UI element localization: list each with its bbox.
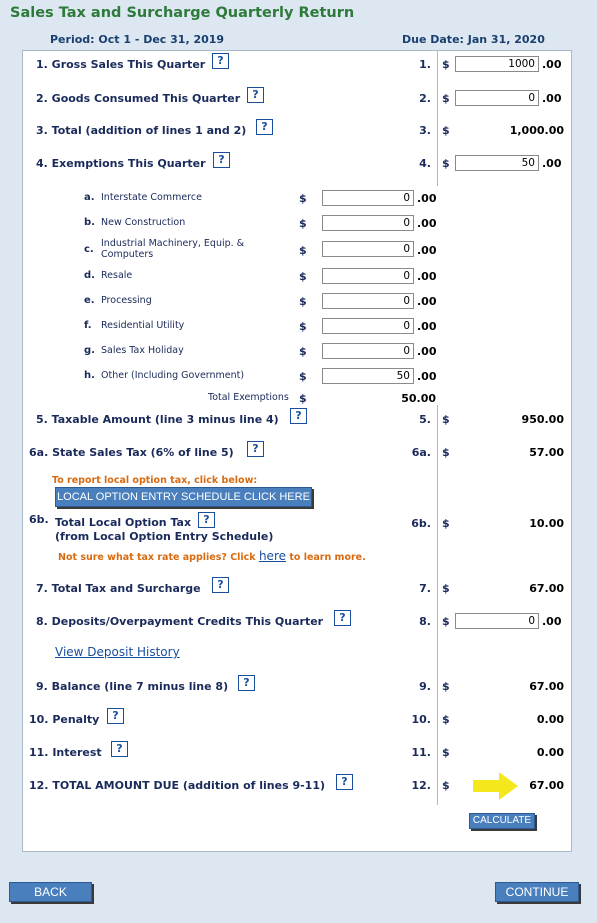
line-3-number: 3. bbox=[419, 124, 431, 137]
line-1-label: 1. Gross Sales This Quarter bbox=[36, 58, 206, 71]
help-icon[interactable]: ? bbox=[111, 741, 128, 757]
line-10-label: 10. Penalty bbox=[29, 713, 100, 726]
exemption-label: Residential Utility bbox=[101, 320, 185, 331]
new-construction-input[interactable] bbox=[322, 215, 414, 231]
exemption-label-continued: Computers bbox=[101, 249, 154, 260]
total-exemptions-value: 50.00 bbox=[401, 392, 436, 405]
dollar-sign: $ bbox=[442, 582, 450, 595]
dollar-sign: $ bbox=[299, 345, 307, 358]
dollar-sign: $ bbox=[442, 92, 450, 105]
dollar-sign: $ bbox=[442, 779, 450, 792]
cents-label: .00 bbox=[417, 192, 437, 205]
cents-label: .00 bbox=[417, 244, 437, 257]
dollar-sign: $ bbox=[299, 270, 307, 283]
help-icon[interactable]: ? bbox=[247, 87, 264, 103]
exemption-letter: a. bbox=[84, 192, 95, 203]
period-label: Period: Oct 1 - Dec 31, 2019 bbox=[50, 33, 225, 46]
help-icon[interactable]: ? bbox=[247, 441, 264, 457]
line-6a-label: 6a. State Sales Tax (6% of line 5) bbox=[29, 446, 234, 459]
dollar-sign: $ bbox=[299, 392, 307, 405]
line-9-label: 9. Balance (line 7 minus line 8) bbox=[36, 680, 229, 693]
line-5-label: 5. Taxable Amount (line 3 minus line 4) bbox=[36, 413, 279, 426]
exemption-letter: d. bbox=[84, 270, 95, 281]
sales-tax-holiday-input[interactable] bbox=[322, 343, 414, 359]
line-6b-value: 10.00 bbox=[529, 517, 564, 530]
line-7-label: 7. Total Tax and Surcharge bbox=[36, 582, 201, 595]
gross-sales-input[interactable] bbox=[455, 56, 539, 72]
exemption-label: Processing bbox=[101, 295, 152, 306]
local-option-note: To report local option tax, click below: bbox=[52, 475, 258, 486]
line-6a-number: 6a. bbox=[411, 446, 431, 459]
line-6a-value: 57.00 bbox=[529, 446, 564, 459]
calculate-button[interactable]: CALCULATE bbox=[469, 813, 535, 829]
help-icon[interactable]: ? bbox=[238, 675, 255, 691]
help-icon[interactable]: ? bbox=[290, 408, 307, 424]
cents-label: .00 bbox=[542, 92, 562, 105]
line-2-number: 2. bbox=[419, 92, 431, 105]
cents-label: .00 bbox=[417, 370, 437, 383]
line-2-label: 2. Goods Consumed This Quarter bbox=[36, 92, 241, 105]
line-8-label: 8. Deposits/Overpayment Credits This Quarter bbox=[36, 615, 324, 628]
line-11-value: 0.00 bbox=[536, 746, 564, 759]
dollar-sign: $ bbox=[442, 517, 450, 530]
cents-label: .00 bbox=[417, 270, 437, 283]
back-button[interactable]: BACK bbox=[9, 882, 92, 902]
column-divider bbox=[437, 50, 438, 186]
help-icon[interactable]: ? bbox=[334, 610, 351, 626]
cents-label: .00 bbox=[417, 320, 437, 333]
line-6b-prefix: 6b. bbox=[29, 513, 49, 526]
tax-rate-link[interactable]: here bbox=[258, 549, 286, 563]
line-11-number: 11. bbox=[411, 746, 431, 759]
help-icon[interactable]: ? bbox=[336, 774, 353, 790]
line-8-number: 8. bbox=[419, 615, 431, 628]
exemption-label: Sales Tax Holiday bbox=[101, 345, 184, 356]
exemption-letter: c. bbox=[84, 244, 94, 255]
exemption-letter: h. bbox=[84, 370, 95, 381]
view-deposit-history-link[interactable]: View Deposit History bbox=[55, 645, 180, 659]
exemption-letter: b. bbox=[84, 217, 95, 228]
line-9-number: 9. bbox=[419, 680, 431, 693]
line-12-value: 67.00 bbox=[529, 779, 564, 792]
total-exemptions-label: Total Exemptions bbox=[208, 392, 289, 403]
line-9-value: 67.00 bbox=[529, 680, 564, 693]
help-icon[interactable]: ? bbox=[198, 512, 215, 528]
continue-button[interactable]: CONTINUE bbox=[495, 882, 579, 902]
dollar-sign: $ bbox=[299, 370, 307, 383]
cents-label: .00 bbox=[417, 345, 437, 358]
dollar-sign: $ bbox=[442, 713, 450, 726]
exemption-label: New Construction bbox=[101, 217, 186, 228]
cents-label: .00 bbox=[542, 615, 562, 628]
dollar-sign: $ bbox=[299, 244, 307, 257]
cents-label: .00 bbox=[417, 295, 437, 308]
line-3-label: 3. Total (addition of lines 1 and 2) bbox=[36, 124, 247, 137]
page-title: Sales Tax and Surcharge Quarterly Return bbox=[10, 5, 355, 21]
line-4-number: 4. bbox=[419, 157, 431, 170]
dollar-sign: $ bbox=[442, 413, 450, 426]
dollar-sign: $ bbox=[442, 446, 450, 459]
exemption-letter: e. bbox=[84, 295, 95, 306]
other-government-input[interactable] bbox=[322, 368, 414, 384]
due-date-label: Due Date: Jan 31, 2020 bbox=[402, 33, 545, 46]
exemptions-total-input[interactable] bbox=[455, 155, 539, 171]
exemption-label: Industrial Machinery, Equip. & bbox=[101, 238, 245, 249]
dollar-sign: $ bbox=[442, 746, 450, 759]
line-6b-label: Total Local Option Tax bbox=[55, 516, 192, 529]
line-12-label: 12. TOTAL AMOUNT DUE (addition of lines 9-11) bbox=[29, 779, 326, 792]
line-5-number: 5. bbox=[419, 413, 431, 426]
cents-label: .00 bbox=[417, 217, 437, 230]
resale-input[interactable] bbox=[322, 268, 414, 284]
residential-utility-input[interactable] bbox=[322, 318, 414, 334]
goods-consumed-input[interactable] bbox=[455, 90, 539, 106]
exemption-label: Resale bbox=[101, 270, 133, 281]
column-divider bbox=[437, 405, 438, 805]
tax-rate-note bbox=[58, 549, 366, 563]
line-11-label: 11. Interest bbox=[29, 746, 102, 759]
line-5-value: 950.00 bbox=[521, 413, 564, 426]
line-6b-number: 6b. bbox=[411, 517, 431, 530]
line-7-value: 67.00 bbox=[529, 582, 564, 595]
line-10-number: 10. bbox=[411, 713, 431, 726]
dollar-sign: $ bbox=[299, 217, 307, 230]
help-icon[interactable]: ? bbox=[212, 577, 229, 593]
exemption-letter: f. bbox=[84, 320, 92, 331]
dollar-sign: $ bbox=[299, 295, 307, 308]
dollar-sign: $ bbox=[442, 157, 450, 170]
deposits-credits-input[interactable] bbox=[455, 613, 539, 629]
line-6b-sublabel: (from Local Option Entry Schedule) bbox=[55, 530, 274, 543]
cents-label: .00 bbox=[542, 58, 562, 71]
interstate-commerce-input[interactable] bbox=[322, 190, 414, 206]
tax-rate-note-text-end: to learn more. bbox=[289, 552, 366, 563]
line-12-number: 12. bbox=[411, 779, 431, 792]
line-4-label: 4. Exemptions This Quarter bbox=[36, 157, 206, 170]
local-option-schedule-button[interactable]: LOCAL OPTION ENTRY SCHEDULE CLICK HERE bbox=[55, 487, 312, 507]
dollar-sign: $ bbox=[442, 615, 450, 628]
help-icon[interactable]: ? bbox=[212, 53, 229, 69]
dollar-sign: $ bbox=[442, 124, 450, 137]
dollar-sign: $ bbox=[299, 192, 307, 205]
help-icon[interactable]: ? bbox=[213, 152, 230, 168]
help-icon[interactable]: ? bbox=[256, 119, 273, 135]
line-3-value: 1,000.00 bbox=[509, 124, 564, 137]
exemption-label: Interstate Commerce bbox=[101, 192, 202, 203]
cents-label: .00 bbox=[542, 157, 562, 170]
industrial-machinery-input[interactable] bbox=[322, 241, 414, 257]
exemption-letter: g. bbox=[84, 345, 95, 356]
dollar-sign: $ bbox=[299, 320, 307, 333]
line-1-number: 1. bbox=[419, 58, 431, 71]
processing-input[interactable] bbox=[322, 293, 414, 309]
dollar-sign: $ bbox=[442, 680, 450, 693]
line-10-value: 0.00 bbox=[536, 713, 564, 726]
exemption-label: Other (Including Government) bbox=[101, 370, 245, 381]
line-7-number: 7. bbox=[419, 582, 431, 595]
tax-rate-note-text: Not sure what tax rate applies? Click bbox=[58, 552, 256, 563]
dollar-sign: $ bbox=[442, 58, 450, 71]
help-icon[interactable]: ? bbox=[107, 708, 124, 724]
